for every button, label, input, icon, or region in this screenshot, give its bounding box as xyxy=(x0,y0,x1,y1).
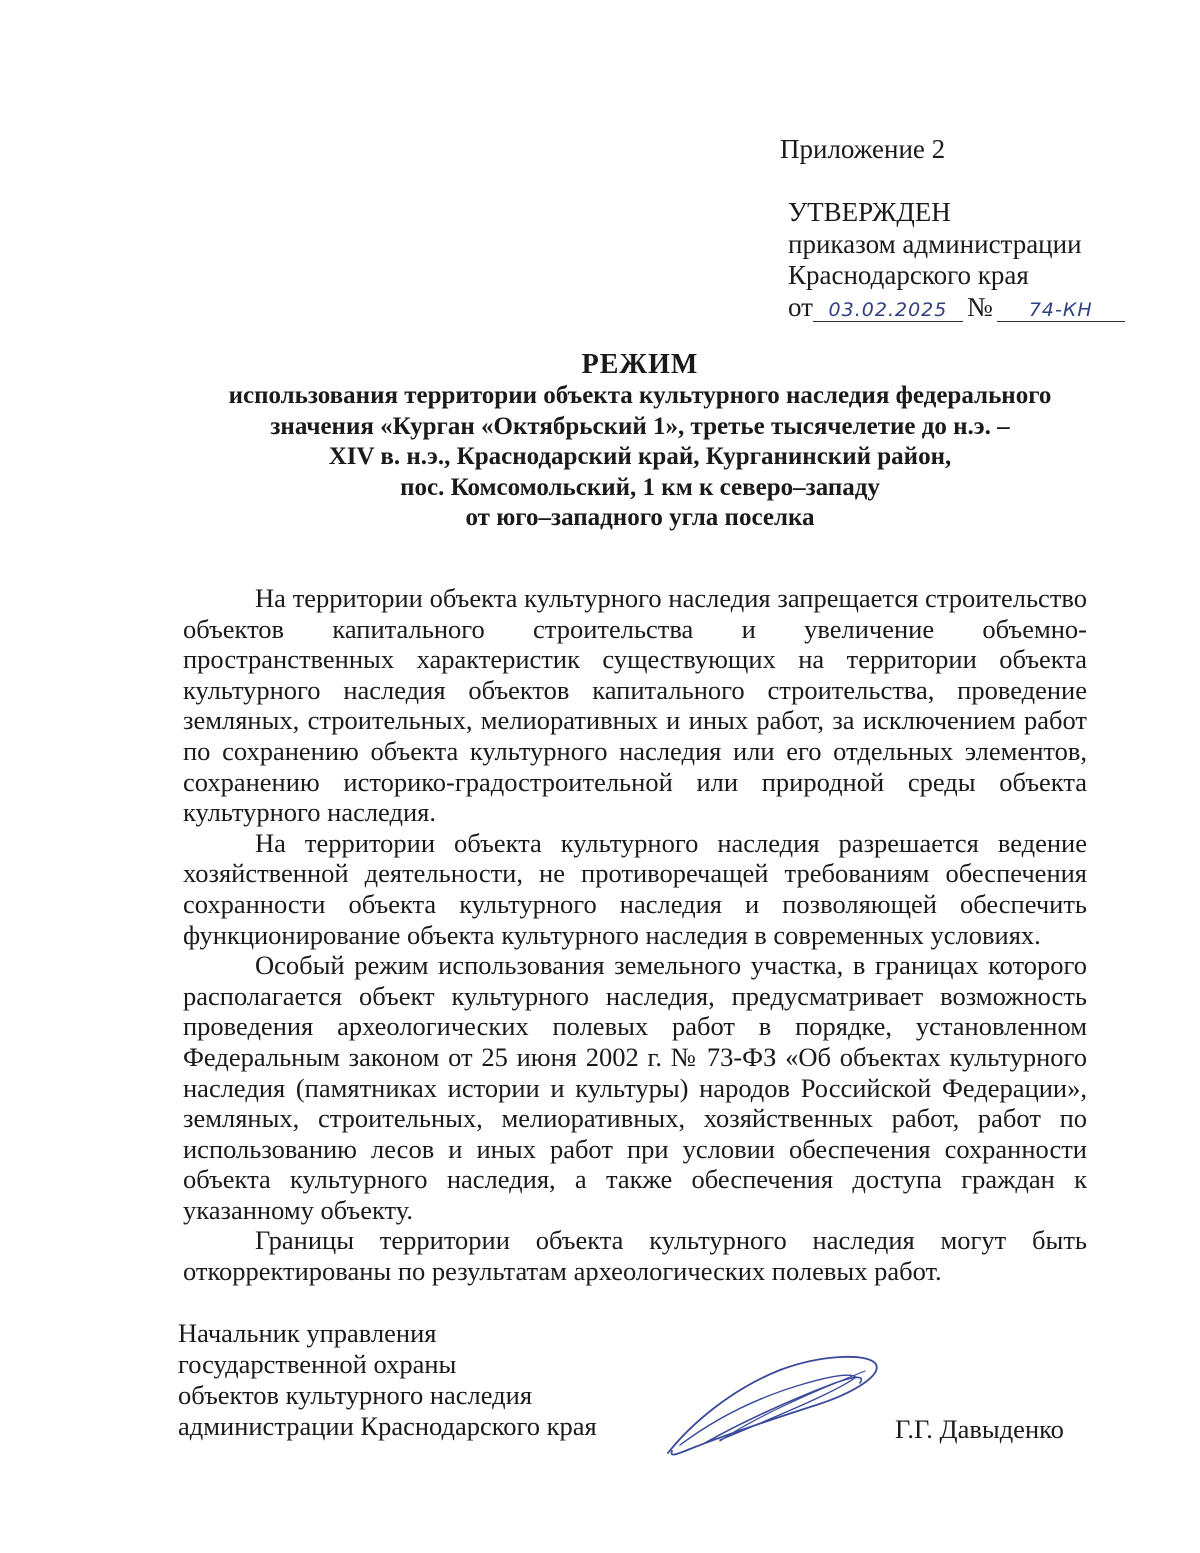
handwritten-signature xyxy=(660,1345,890,1465)
date-prefix: от xyxy=(788,291,813,322)
approval-line-2: Краснодарского края xyxy=(788,260,1029,290)
document-title xyxy=(150,349,1130,534)
handwritten-number: 74-КН xyxy=(997,299,1125,322)
number-sign: № xyxy=(966,291,993,322)
appendix-label: Приложение 2 xyxy=(780,134,946,164)
signature-stroke xyxy=(668,1357,877,1455)
document-body xyxy=(183,583,1087,1287)
signature-stroke xyxy=(705,1377,861,1443)
approval-status: УТВЕРЖДЕН xyxy=(788,197,951,227)
body-paragraph: На территории объекта культурного наследия запрещается строительство объектов капитального строительства и увеличение объемно-пространственных характеристик существующих на территории объекта культурного наследия объектов капитального строительства, проведение земляных, строительных, мелиоративных и иных работ, за исключением работ по сохранению объекта культурного наследия или его отдельных элементов, сохранению историко-градостроительной или природной среды объекта культурного наследия. xyxy=(183,583,1087,828)
position-line: Начальник управления xyxy=(178,1318,437,1348)
body-paragraph: Особый режим использования земельного участка, в границах которого располагается объект культурного наследия, предусматривает возможность проведения археологических полевых работ в порядке, установленном Федеральным законом от 25 июня 2002 г. № 73-ФЗ «Об объектах культурного наследия (памятниках истории и культуры) народов Российской Федерации», земляных, строительных, мелиоративных, хозяйственных работ, работ по использованию лесов и иных работ при условии обеспечения сохранности объекта культурного наследия, а также обеспечения доступа граждан к указанному объекту. xyxy=(183,950,1087,1225)
position-line: администрации Краснодарского края xyxy=(178,1411,597,1441)
title-line: использования территории объекта культурного наследия федерального xyxy=(228,382,1052,409)
body-paragraph: На территории объекта культурного наследия разрешается ведение хозяйственной деятельности, не противоречащей требованиям обеспечения сохранности объекта культурного наследия и позволяющей обеспечить функционирование объекта культурного наследия в современных условиях. xyxy=(183,827,1087,950)
approval-date-line xyxy=(788,292,1125,324)
title-line: значения «Курган «Октябрьский 1», третье тысячелетие до н.э. – xyxy=(270,412,1010,440)
body-paragraph: Границы территории объекта культурного наследия могут быть откорректированы по результатам археологических полевых работ. xyxy=(183,1225,1087,1287)
title-line: XIV в. н.э., Краснодарский край, Курганинский район, xyxy=(328,443,952,470)
approval-stamp xyxy=(788,197,1125,323)
position-line: объектов культурного наследия xyxy=(178,1380,533,1410)
handwritten-date: 03.02.2025 xyxy=(813,299,963,322)
title-subtitle xyxy=(150,381,1130,534)
signatory-position xyxy=(178,1318,597,1442)
approval-line-1: приказом администрации xyxy=(788,228,1082,259)
title-line: от юго–западного угла поселка xyxy=(465,504,815,531)
title-line: пос. Комсомольский, 1 км к северо–западу xyxy=(400,473,880,501)
title-main: РЕЖИМ xyxy=(581,349,699,380)
position-line: государственной охраны xyxy=(178,1349,457,1379)
signatory-name: Г.Г. Давыденко xyxy=(895,1414,1064,1444)
